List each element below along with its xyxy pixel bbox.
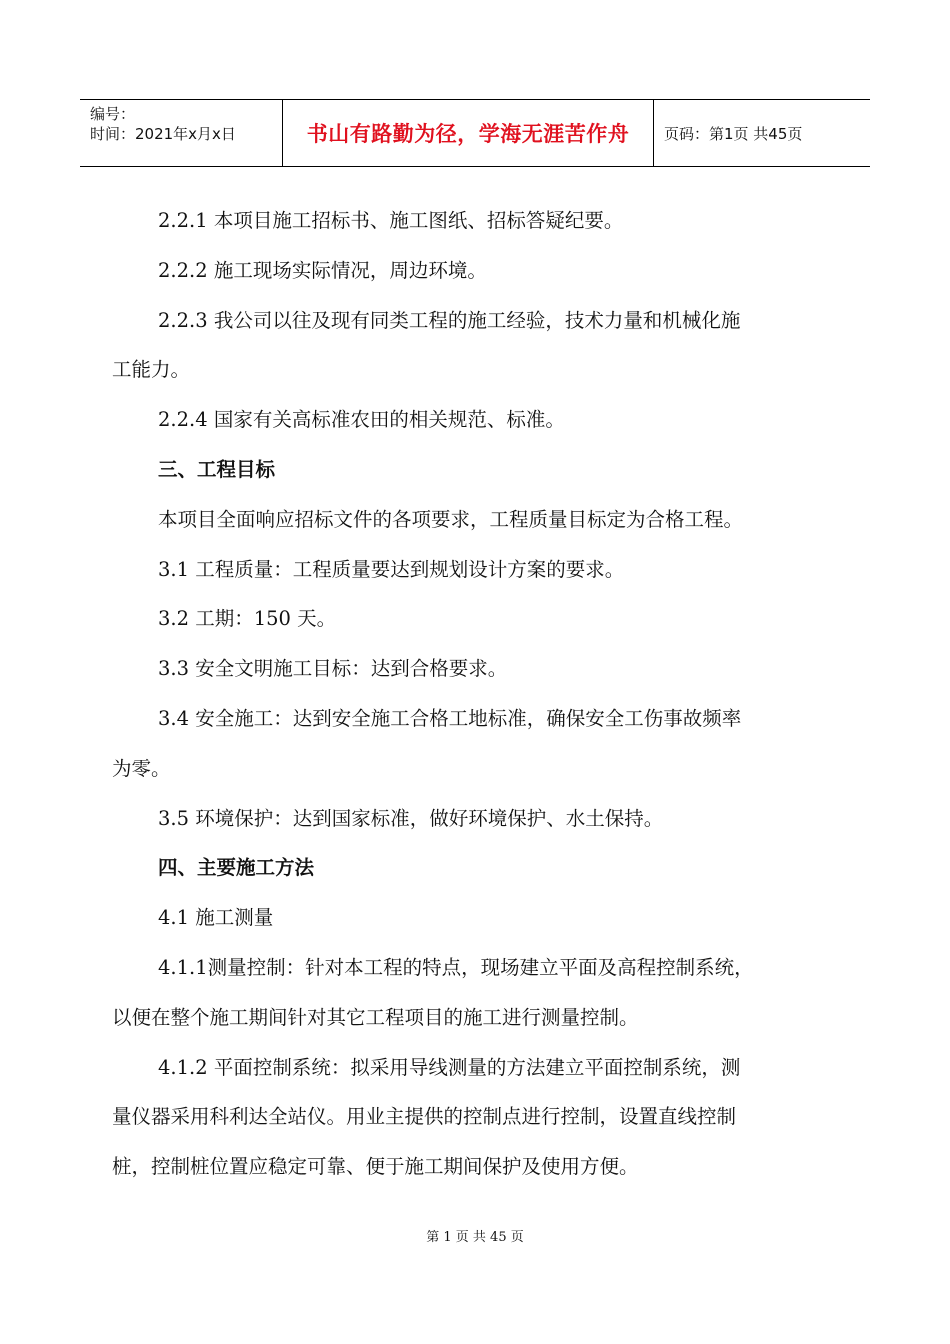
page-footer: 第 1 页 共 45 页	[426, 1230, 524, 1245]
section-heading: 四、主要施工方法	[158, 856, 315, 880]
paragraph	[112, 296, 832, 346]
header-page-info: 页码：第1页 共45页	[664, 124, 803, 143]
paragraph: 3.3 安全文明施工目标：达到合格要求。	[158, 657, 508, 681]
header-table	[80, 99, 870, 167]
paragraph: 3.2 工期：150 天。	[158, 607, 337, 631]
document-time-label: 时间：2021年x月x日	[90, 125, 236, 143]
paragraph-continuation: 量仪器采用科利达全站仪。用业主提供的控制点进行控制，设置直线控制	[112, 1105, 737, 1129]
header-meta-cell	[80, 100, 282, 166]
paragraph-continuation: 为零。	[112, 756, 171, 780]
paragraph: 4.1.2 平面控制系统：拟采用导线测量的方法建立平面控制系统，测	[158, 1055, 741, 1079]
paragraph: 3.4 安全施工：达到安全施工合格工地标准，确保安全工伤事故频率	[158, 706, 742, 730]
section-heading: 三、工程目标	[158, 457, 276, 481]
header-motto: 书山有路勤为径，学海无涯苦作舟	[282, 100, 654, 166]
paragraph-continuation: 以便在整个施工期间针对其它工程项目的施工进行测量控制。	[112, 1005, 639, 1029]
document-body	[112, 196, 832, 1192]
paragraph: 2.2.2 施工现场实际情况，周边环境。	[158, 258, 487, 282]
paragraph: 2.2.1 本项目施工招标书、施工图纸、招标答疑纪要。	[158, 209, 624, 232]
paragraph: 3.1 工程质量：工程质量要达到规划设计方案的要求。	[158, 557, 625, 581]
paragraph: 4.1 施工测量	[158, 906, 274, 930]
paragraph-continuation: 桩，控制桩位置应稳定可靠、便于施工期间保护及使用方便。	[112, 1155, 639, 1179]
paragraph: 本项目全面响应招标文件的各项要求，工程质量目标定为合格工程。	[158, 507, 744, 531]
paragraph-line: 2.2.3 我公司以往及现有同类工程的施工经验，技术力量和机械化施	[158, 308, 741, 332]
paragraph: 4.1.1测量控制：针对本工程的特点，现场建立平面及高程控制系统，	[158, 955, 754, 979]
paragraph: 3.5 环境保护：达到国家标准，做好环境保护、水土保持。	[158, 806, 664, 830]
document-number-label: 编号：	[90, 105, 136, 123]
paragraph: 2.2.4 国家有关高标准农田的相关规范、标准。	[158, 408, 565, 432]
paragraph-continuation: 工能力。	[112, 358, 191, 382]
